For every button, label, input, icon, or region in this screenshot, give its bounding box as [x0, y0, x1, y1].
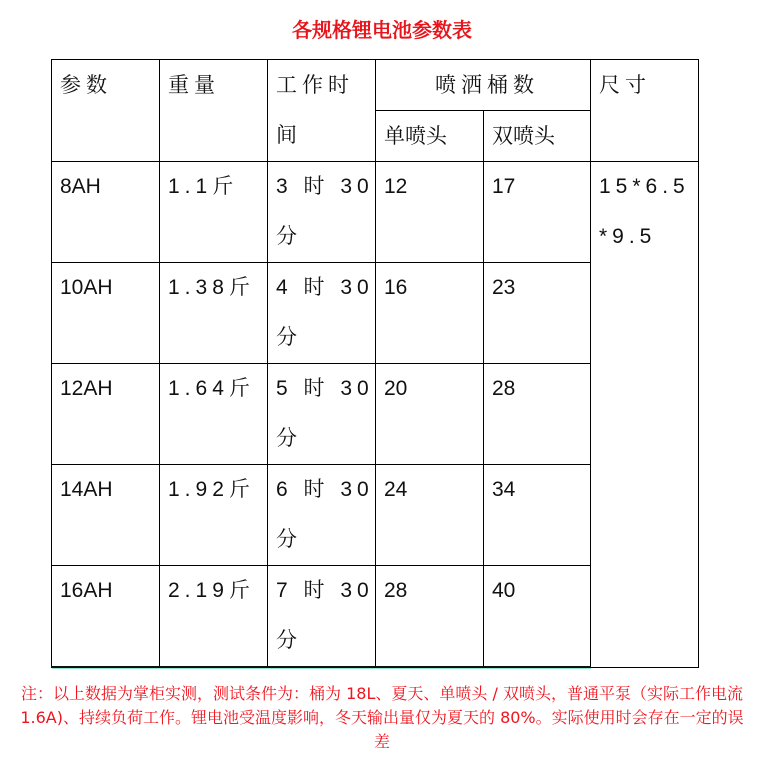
- cell-weight: 1.64斤: [160, 364, 268, 465]
- header-time: 工作时间: [268, 60, 376, 162]
- cell-single: 16: [376, 263, 484, 364]
- cell-time: 5 时 30 分: [268, 364, 376, 465]
- cell-time: 4 时 30 分: [268, 263, 376, 364]
- cell-single: 12: [376, 162, 484, 263]
- cell-weight: 2.19斤: [160, 566, 268, 668]
- header-double-nozzle: 双喷头: [484, 111, 591, 162]
- cell-time: 7 时 30 分: [268, 566, 376, 668]
- cell-param: 8AH: [52, 162, 160, 263]
- cell-double: 40: [484, 566, 591, 668]
- cell-single: 24: [376, 465, 484, 566]
- cell-double: 34: [484, 465, 591, 566]
- header-tanks: 喷洒桶数: [376, 60, 591, 111]
- battery-spec-table: [51, 59, 699, 668]
- cell-double: 23: [484, 263, 591, 364]
- header-single-nozzle: 单喷头: [376, 111, 484, 162]
- header-param: 参数: [52, 60, 160, 162]
- cell-weight: 1.92斤: [160, 465, 268, 566]
- cell-time: 3 时 30 分: [268, 162, 376, 263]
- cell-param: 16AH: [52, 566, 160, 668]
- cell-single: 20: [376, 364, 484, 465]
- cell-param: 10AH: [52, 263, 160, 364]
- cell-weight: 1.38斤: [160, 263, 268, 364]
- cell-param: 14AH: [52, 465, 160, 566]
- page-title: 各规格锂电池参数表: [292, 18, 472, 42]
- cell-single: 28: [376, 566, 484, 668]
- footnote: 注：以上数据为掌柜实测，测试条件为：桶为 18L、夏天、单喷头 / 双喷头，普通平泵（实际工作电流 1.6A)、持续负荷工作。锂电池受温度影响，冬天输出量仅为夏天的 80%。实际使用时会存在一定的误差: [20, 684, 744, 751]
- cell-param: 12AH: [52, 364, 160, 465]
- header-weight: 重量: [160, 60, 268, 162]
- table-row: [52, 162, 699, 263]
- cell-double: 28: [484, 364, 591, 465]
- cell-weight: 1.1斤: [160, 162, 268, 263]
- cell-time: 6 时 30 分: [268, 465, 376, 566]
- cell-double: 17: [484, 162, 591, 263]
- header-size: 尺寸: [591, 60, 699, 162]
- cell-size: 15*6.5*9.5: [591, 162, 699, 668]
